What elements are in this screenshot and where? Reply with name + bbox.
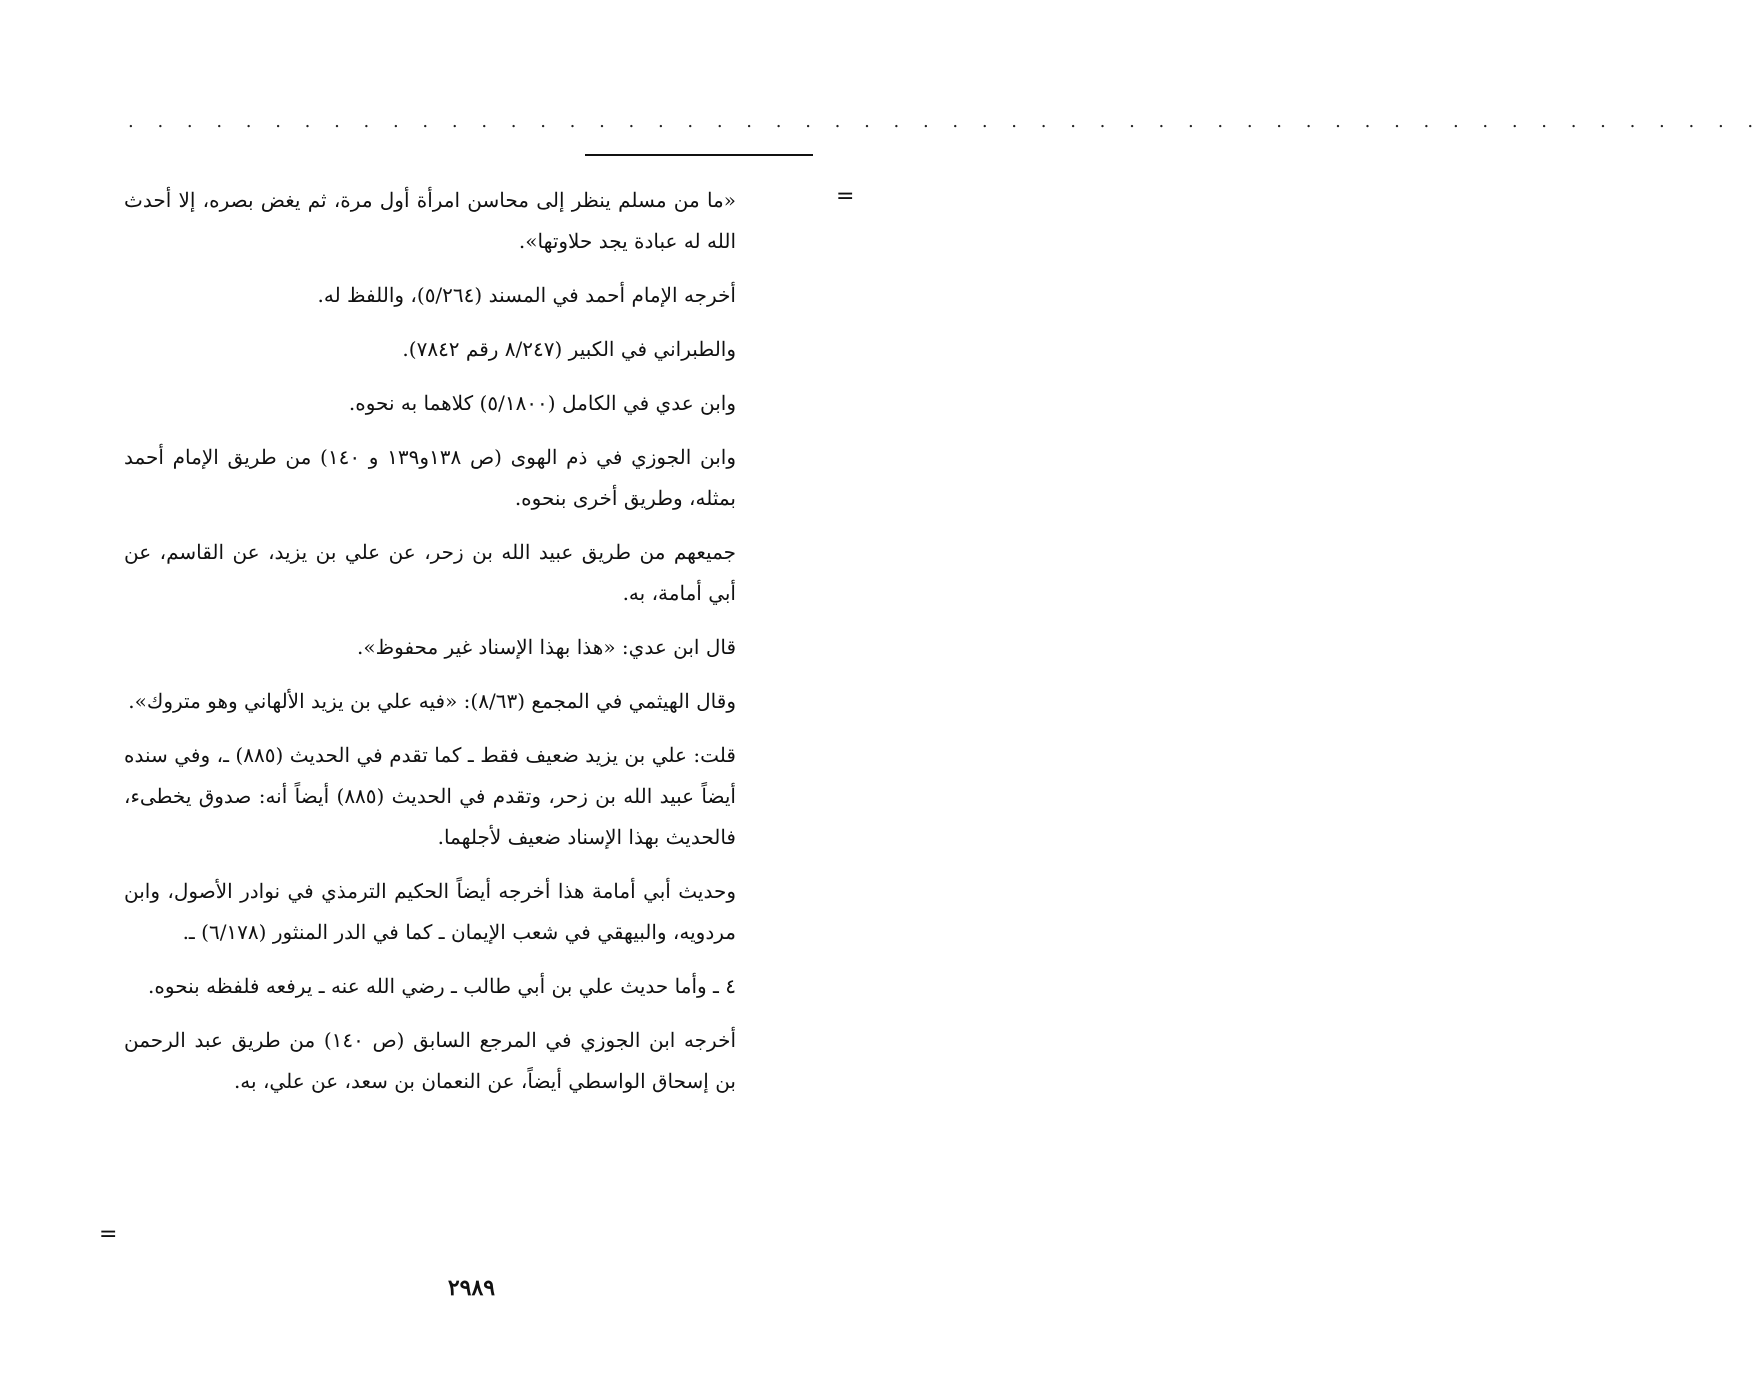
paragraph-author-note: قلت: علي بن يزيد ضعيف فقط ـ كما تقدم في الحديث (٨٨٥) ـ، وفي سنده أيضاً عبيد الله بن زحر، وتقدم في الحديث (٨٨٥) أيضاً أنه: صدوق يخطىء، فالحديث بهذا الإسناد ضعيف لأجلهما. [124, 743, 736, 849]
paragraph-ahmad-musnad: أخرجه الإمام أحمد في المسند (٥/٢٦٤)، واللفظ له. [317, 283, 736, 307]
paragraph-haythami: وقال الهيثمي في المجمع (٨/٦٣): «فيه علي بن يزيد الألهاني وهو متروك». [128, 689, 736, 713]
paragraph-ibn-jawzi-second: أخرجه ابن الجوزي في المرجع السابق (ص ١٤٠) من طريق عبد الرحمن بن إسحاق الواسطي أيضاً، عن النعمان بن سعد، عن علي، به. [124, 1028, 736, 1093]
continuation-mark-bottom: = [99, 1222, 118, 1247]
paragraph-ibn-adi-kamil: وابن عدي في الكامل (٥/١٨٠٠) كلاهما به نحوه. [348, 391, 736, 415]
paragraph-hadith-quote: «ما من مسلم ينظر إلى محاسن امرأة أول مرة، ثم يغض بصره، إلا أحدث الله له عبادة يجد حلاوتها». [124, 188, 736, 253]
paragraph-tabarani: والطبراني في الكبير (٨/٢٤٧ رقم ٧٨٤٢). [402, 337, 736, 361]
footnote-text-body [124, 180, 736, 1115]
header-dotted-line: . . . . . . . . . . . . . . . . . . . . . . . . . . . . . . . . . . . . . . . . . . . . . . . . . . . . . . . . [128, 111, 1762, 132]
paragraph-ali-hadith: ٤ ـ وأما حديث علي بن أبي طالب ـ رضي الله عنه ـ يرفعه فلفظه بنحوه. [148, 974, 736, 998]
continuation-mark-top: = [836, 184, 855, 209]
footnote-separator-rule [585, 154, 813, 156]
paragraph-ibn-adi-quote: قال ابن عدي: «هذا بهذا الإسناد غير محفوظ». [357, 635, 736, 659]
page-number: ٢٩٨٩ [447, 1275, 496, 1301]
paragraph-abu-umama: وحديث أبي أمامة هذا أخرجه أيضاً الحكيم الترمذي في نوادر الأصول، وابن مردويه، والبيهقي في شعب الإيمان ـ كما في الدر المنثور (٦/١٧٨) ـ. [124, 879, 736, 944]
paragraph-isnad-chain: جميعهم من طريق عبيد الله بن زحر، عن علي بن يزيد، عن القاسم، عن أبي أمامة، به. [124, 540, 736, 605]
paragraph-ibn-jawzi: وابن الجوزي في ذم الهوى (ص ١٣٨و١٣٩ و ١٤٠) من طريق الإمام أحمد بمثله، وطريق أخرى بنحوه. [124, 445, 736, 510]
